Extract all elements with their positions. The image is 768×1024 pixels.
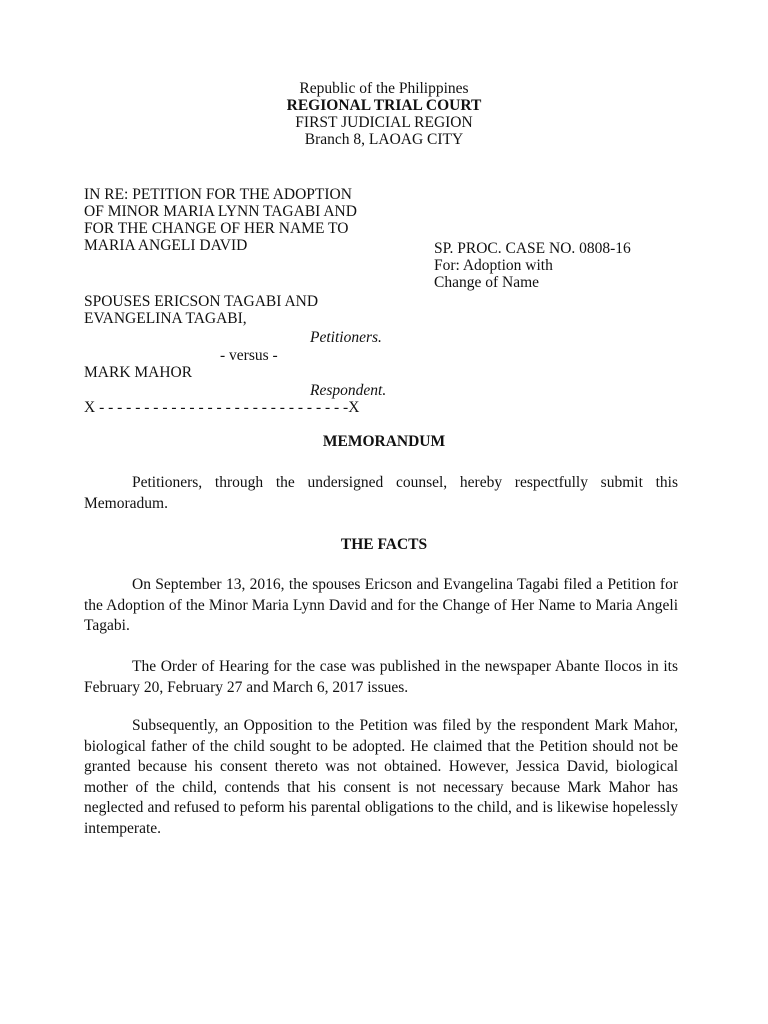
case-number: SP. PROC. CASE NO. 0808-16 [434,240,631,257]
document-title: MEMORANDUM [322,433,446,450]
in-re-line: MARIA ANGELI DAVID [84,237,248,254]
petitioners-name: EVANGELINA TAGABI, [84,310,247,327]
facts-paragraph [84,575,678,637]
petitioners-label: Petitioners. [310,329,382,346]
in-re-line: FOR THE CHANGE OF HER NAME TO [84,220,349,237]
court-header [0,80,768,148]
branch-line: Branch 8, LAOAG CITY [304,131,464,148]
in-re-line: OF MINOR MARIA LYNN TAGABI AND [84,203,357,220]
facts-text: Subsequently, an Opposition to the Petition was filed by the respondent Mark Mahor, biological father of the child sought to be adopted. He claimed that the Petition should not be granted because his consent thereto was not obtained. However, Jessica David, biological mother of the child, contends that his consent is not necessary because Mark Mahor has neglected and refused to peform his parental obligations to the child, and is likewise hopelessly intemperate. [84,717,678,837]
facts-text: On September 13, 2016, the spouses Ericson and Evangelina Tagabi filed a Petition for the Adoption of the Minor Maria Lynn David and for the Change of Her Name to Maria Angeli Tagabi. [84,576,678,634]
facts-paragraph [84,657,678,698]
intro-text: Petitioners, through the undersigned counsel, hereby respectfully submit this Memoradum. [84,474,678,512]
case-nature-line1: For: Adoption with [434,257,553,274]
facts-heading: THE FACTS [340,536,428,553]
region-line: FIRST JUDICIAL REGION [295,114,473,131]
facts-text: The Order of Hearing for the case was published in the newspaper Abante Ilocos in its February 20, February 27 and March 6, 2017 issues. [84,658,678,696]
case-number-block [434,240,631,291]
petitioners-block [84,293,318,327]
republic-line: Republic of the Philippines [299,80,469,97]
facts-paragraph [84,716,678,839]
versus-label: - versus - [220,347,278,364]
petitioners-name: SPOUSES ERICSON TAGABI AND [84,293,319,310]
caption-separator: X - - - - - - - - - - - - - - - - - - - - - - - - - - - -X [84,399,360,416]
in-re-caption [84,186,357,254]
court-name: REGIONAL TRIAL COURT [286,97,482,114]
in-re-line: IN RE: PETITION FOR THE ADOPTION [84,186,352,203]
case-nature-line2: Change of Name [434,274,540,291]
intro-paragraph [84,473,678,514]
respondent-name: MARK MAHOR [84,364,193,381]
respondent-label: Respondent. [310,382,387,399]
